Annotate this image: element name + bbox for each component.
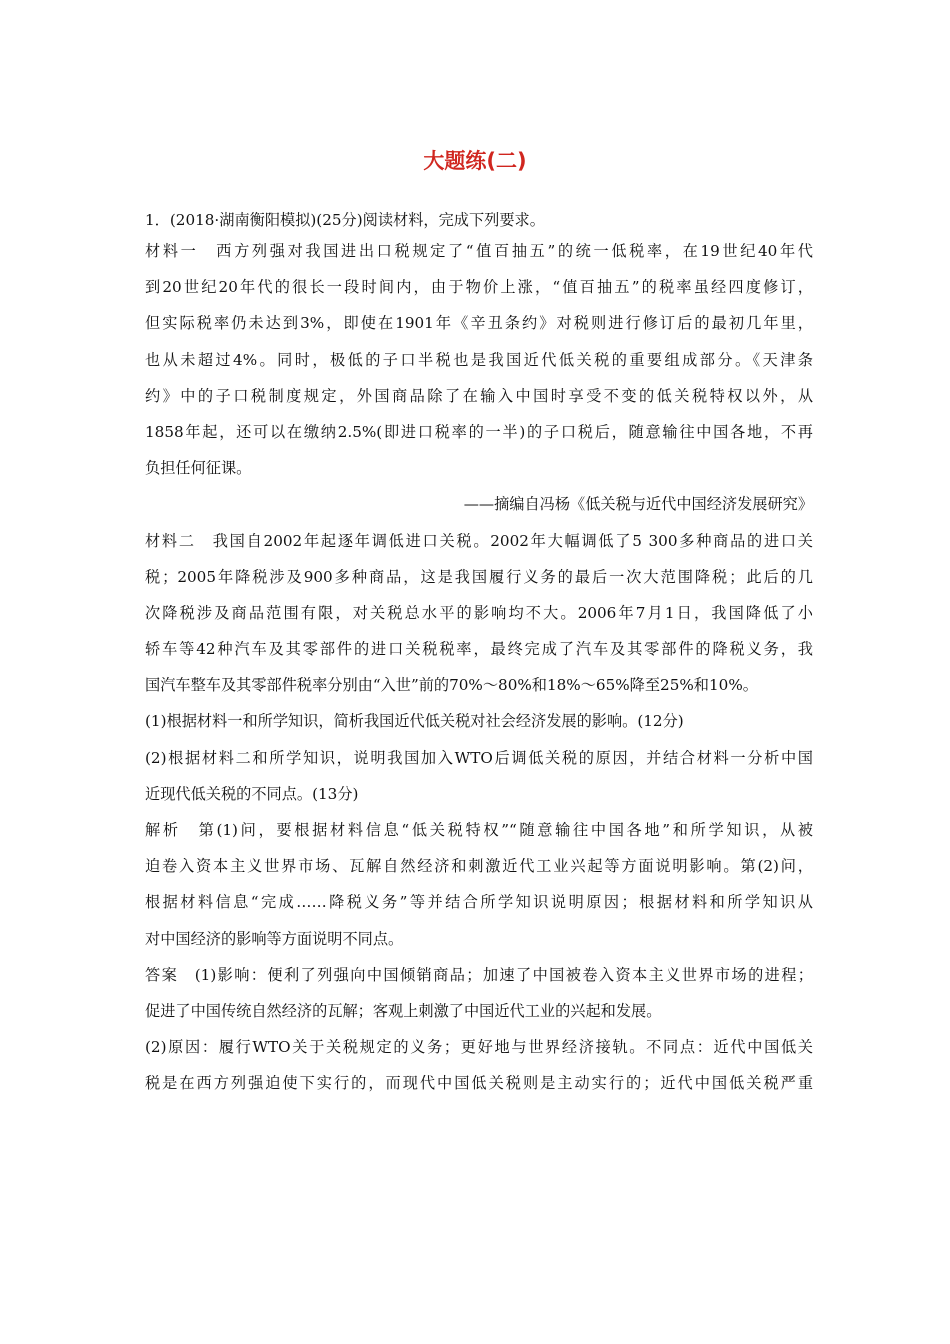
material-2-line: 次降税涉及商品范围有限，对关税总水平的影响均不大。2006年7月1日，我国降低了小 — [145, 603, 813, 622]
material-1-line: 到20世纪20年代的很长一段时间内，由于物价上涨，“值百抽五”的税率虽经四度修订， — [145, 278, 813, 297]
analysis-line: 对中国经济的影响等方面说明不同点。 — [145, 929, 404, 948]
sub-question-2: (2)根据材料二和所学知识，说明我国加入WTO后调低关税的原因，并结合材料一分析中国 — [145, 748, 813, 767]
answer-line: 税是在西方列强迫使下实行的，而现代中国低关税则是主动实行的；近代中国低关税严重 — [145, 1074, 813, 1093]
material-2-line: 税；2005年降税涉及900多种商品，这是我国履行义务的最后一次大范围降税；此后的几 — [145, 567, 813, 586]
answer-line: 促进了中国传统自然经济的瓦解；客观上刺激了中国近代工业的兴起和发展。 — [145, 1001, 662, 1020]
question-header: 1．(2018·湖南衡阳模拟)(25分)阅读材料，完成下列要求。 — [145, 211, 545, 229]
analysis-line: 迫卷入资本主义世界市场、瓦解自然经济和刺激近代工业兴起等方面说明影响。第(2)问， — [145, 857, 813, 876]
answer-line: 答案 (1)影响：便利了列强向中国倾销商品；加速了中国被卷入资本主义世界市场的进程； — [145, 965, 813, 984]
analysis-line: 解析 第(1)问，要根据材料信息“低关税特权”“随意输往中国各地”和所学知识，从被 — [145, 821, 813, 839]
material-1-line: 负担任何征课。 — [145, 459, 252, 478]
sub-question-1: (1)根据材料一和所学知识，简析我国近代低关税对社会经济发展的影响。(12分) — [145, 712, 684, 731]
document-body — [145, 207, 813, 1102]
material-2-line: 材料二 我国自2002年起逐年调低进口关税。2002年大幅调低了5 300多种商品的进口关 — [145, 531, 813, 550]
material-1-line: 但实际税率仍未达到3%，即使在1901年《辛丑条约》对税则进行修订后的最初几年里， — [145, 314, 813, 333]
material-1-line: 1858年起，还可以在缴纳2.5%(即进口税率的一半)的子口税后，随意输往中国各地，不再 — [145, 422, 813, 441]
material-1-source: ——摘编自冯杨《低关税与近代中国经济发展研究》 — [463, 495, 813, 514]
material-1-line: 材料一 西方列强对我国进出口税规定了“值百抽五”的统一低税率，在19世纪40年代 — [145, 242, 813, 260]
material-2-line: 轿车等42种汽车及其零部件的进口关税税率，最终完成了汽车及其零部件的降税义务，我 — [145, 640, 813, 659]
material-1-line: 约》中的子口税制度规定，外国商品除了在输入中国时享受不变的低关税特权以外，从 — [145, 386, 813, 405]
analysis-line: 根据材料信息“完成……降税义务”等并结合所学知识说明原因；根据材料和所学知识从 — [145, 893, 813, 912]
page-title: 大题练(二) — [423, 149, 527, 173]
answer-line: (2)原因：履行WTO关于关税规定的义务；更好地与世界经济接轨。不同点：近代中国低关 — [145, 1038, 813, 1057]
material-1-line: 也从未超过4%。同时，极低的子口半税也是我国近代低关税的重要组成部分。《天津条 — [145, 350, 813, 369]
sub-question-2: 近现代低关税的不同点。(13分) — [145, 784, 359, 803]
material-2-line: 国汽车整车及其零部件税率分别由“入世”前的70%～80%和18%～65%降至25%和10%。 — [145, 676, 758, 695]
